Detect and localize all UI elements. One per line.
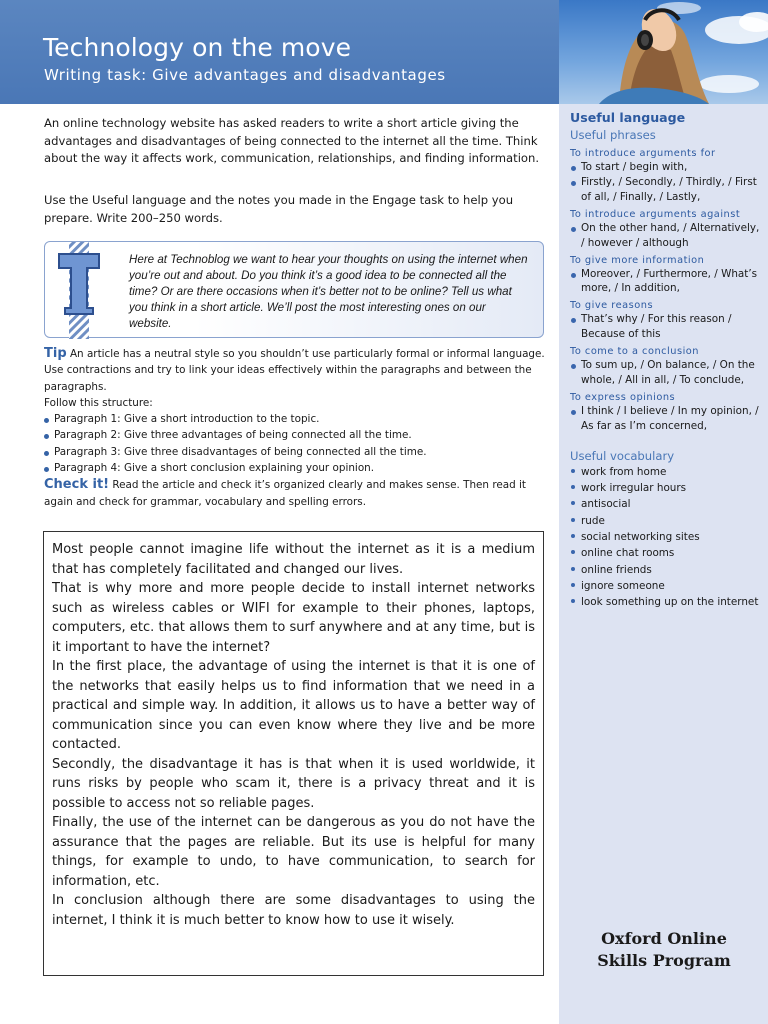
list-item: work irregular hours [570,480,760,496]
essay-paragraph: That is why more and more people decide to install internet networks such as wireless cables or WIFI for example to their phones, laptops, computers, etc. that allows them to surf anywhere and at any time, but is it important to have the internet? [52,581,535,655]
list-item: look something up on the internet [570,594,760,610]
tip-section [44,346,549,510]
phrase-list [570,312,760,342]
page-title: Technology on the move [43,33,352,62]
page-subtitle: Writing task: Give advantages and disadvantages [44,66,446,84]
check-paragraph [44,477,549,510]
t-logo-icon [55,242,103,339]
list-item: Paragraph 3: Give three disadvantages of being connected all the time. [44,444,549,460]
list-item: Moreover, / Furthermore, / What’s more, / In addition, [570,267,760,297]
phrase-list [570,160,760,205]
phrase-list [570,358,760,388]
woman-headphones-image [559,0,768,104]
useful-phrases-heading: Useful phrases [570,128,656,142]
list-item: Paragraph 2: Give three advantages of being connected all the time. [44,427,549,443]
header-banner [0,0,559,104]
phrase-list [570,221,760,251]
list-item: To sum up, / On balance, / On the whole, / All in all, / To conclude, [570,358,760,388]
oxford-logo [566,928,762,972]
phrase-group-heading: To give more information [570,254,705,266]
list-item: ignore someone [570,578,760,594]
phrase-list [570,267,760,297]
note-text: Here at Technoblog we want to hear your thoughts on using the internet when you’re out and about. Do you think it’s a good idea to be connected all the time? Or are there occasions when it’s better not to be online? Tell us what you think in a short article. We’ll post the most interesting ones on our website. [129,253,528,330]
structure-label: Follow this structure: [44,396,153,409]
structure-list [44,411,549,476]
instructions-paragraph: Use the Useful language and the notes you made in the Engage task to help you prepare. Write 200–250 words. [44,193,514,225]
oxford-logo-line2: Skills Program [597,951,731,970]
oxford-logo-line1: Oxford Online [601,929,727,948]
svg-text:T: T [78,300,80,301]
useful-language-title: Useful language [570,110,686,125]
list-item: online friends [570,562,760,578]
list-item: antisocial [570,496,760,512]
essay-box[interactable] [43,531,544,976]
useful-language-panel [570,108,760,610]
tip-text: An article has a neutral style so you shouldn’t use particularly formal or informal language. Use contractions and try to link your ideas effectively within the paragraphs and between the paragraphs. [44,348,545,393]
list-item: rude [570,513,760,529]
main-content [0,104,559,1024]
tip-paragraph [44,346,549,395]
phrase-group-heading: To come to a conclusion [570,346,699,358]
list-item: Paragraph 1: Give a short introduction to the topic. [44,411,549,427]
tip-label: Tip [44,346,67,361]
list-item: That’s why / For this reason / Because of this [570,312,760,342]
essay-paragraph: Most people cannot imagine life without the internet as it is a medium that has completely facilitated and changed our lives. [52,542,535,577]
phrase-group-heading: To introduce arguments against [570,208,741,220]
list-item: To start / begin with, [570,160,760,175]
list-item: online chat rooms [570,545,760,561]
check-label: Check it! [44,477,110,493]
essay-paragraph: Finally, the use of the internet can be dangerous as you do not have the assurance that the pages are reliable. But its use is helpful for many things, for example to undo, to have communication, to search for information, etc. [52,815,535,889]
list-item: On the other hand, / Alternatively, / however / although [570,221,760,251]
essay-paragraph: Secondly, the disadvantage it has is that when it is used worldwide, it runs risks by people who scam it, there is a privacy threat and it is possible to access not so reliable pages. [52,756,535,811]
header-photo [559,0,768,104]
check-text: Read the article and check it’s organized clearly and makes sense. Then read it again and check for grammar, vocabulary and spelling errors. [44,479,526,508]
phrase-list [570,404,760,434]
vocabulary-list [570,464,760,611]
essay-paragraph: In conclusion although there are some disadvantages to using the internet, I think it is much better to know how to use it wisely. [52,893,535,928]
list-item: social networking sites [570,529,760,545]
essay-paragraph: In the first place, the advantage of using the internet is that it is one of the networks that easily helps us to find information that we need in a practical and simple way. In addition, it allows us to have a better way of communication since you can even know where they live and be more contacted. [52,659,535,752]
list-item: work from home [570,464,760,480]
phrase-group-heading: To introduce arguments for [570,148,716,159]
phrase-group-heading: To give reasons [570,300,654,312]
list-item: Firstly, / Secondly, / Thirdly, / First of all, / Finally, / Lastly, [570,175,760,205]
intro-paragraph: An online technology website has asked readers to write a short article giving the advantages and disadvantages of being connected to the internet all the time. Think about the way it affects work, communication, relationships, and finding information. [44,116,540,165]
technoblog-note-box [44,241,544,338]
list-item: Paragraph 4: Give a short conclusion explaining your opinion. [44,460,549,476]
phrase-group-heading: To express opinions [570,391,676,403]
list-item: I think / I believe / In my opinion, / As far as I’m concerned, [570,404,760,434]
useful-vocabulary-heading: Useful vocabulary [570,448,675,463]
